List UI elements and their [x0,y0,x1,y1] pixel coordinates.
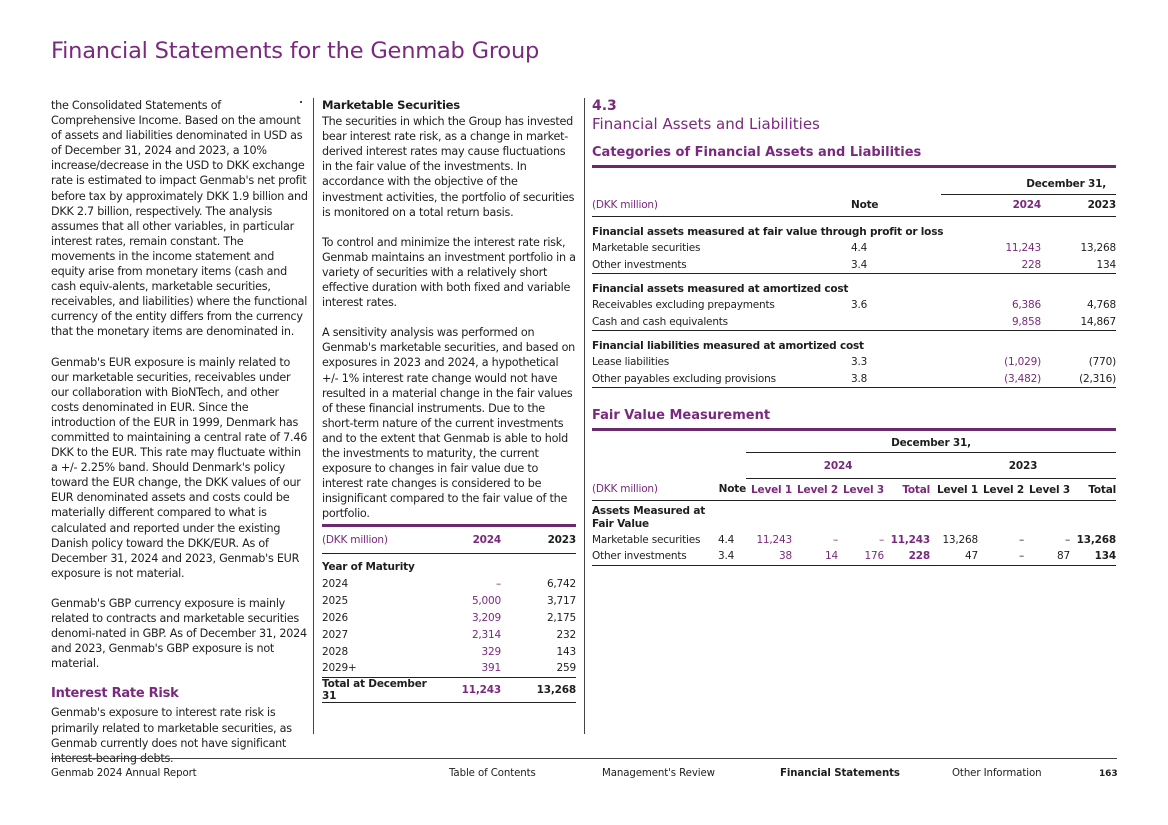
section-row [322,553,576,575]
value-2024-total: 11,243 [890,533,930,546]
footer-rule [51,758,1117,759]
note-header: Note [714,479,746,501]
footer-link-toc[interactable]: Table of Contents [449,768,536,779]
year-2023-header: 2023 [930,453,1116,479]
group-title-row [592,330,1116,354]
row-label: Receivables excluding prepayments [592,299,775,312]
level3-2024-header: Level 3 [838,479,884,501]
value-2023-total: 134 [1070,548,1116,565]
table-row [592,531,1116,548]
level2-2024-header: Level 2 [792,479,838,501]
value-2024-level1: 38 [746,548,792,565]
value-2023: 232 [556,628,576,641]
row-label: Marketable securities [592,242,701,255]
value-2023: 3,717 [546,594,576,607]
december-label: December 31, [941,168,1116,194]
unit-label: (DKK million) [592,479,714,501]
table-row [322,575,576,592]
paragraph-usd-exposure: the Consolidated Statements of Comprehensive Income. Based on the amount of assets and liabilities denominated in USD as of December 31, 2024 and 2023, a 10% increase/decrease in the USD to DKK exchange rate is estimated to impact Genmab's net profit before tax by approximately DKK 1.9 billion and DKK 2.7 billion, respectively. The analysis assumes that all other variables, in particular interest rates, remain constant. The movements in the income statement and equity arise from monetary items (cash and cash equiv-alents, marketable securities, receivables, and liabilities) where the functional currency of the entity differs from the currency that the monetary items are denominated in. [51,99,308,339]
table-row [592,297,1116,314]
value-2023: 14,867 [1041,314,1116,331]
col-2023: 2023 [1041,194,1116,216]
row-label: 2028 [322,645,348,658]
group-title: Financial assets measured at fair value through profit or loss [592,226,944,239]
level2-2023-header: Level 2 [978,479,1024,501]
unit-label: (DKK million) [322,527,431,553]
value-2023: 13,268 [1080,242,1116,255]
row-label: 2029+ [322,662,357,675]
unit-label: (DKK million) [592,194,851,216]
page-title: Financial Statements for the Genmab Group [51,38,540,64]
row-note: 3.8 [851,371,941,388]
column-divider [584,98,585,734]
total-label: Total at December 31 [322,677,431,702]
total-row [322,677,576,702]
value-2024-level1: 11,243 [756,533,792,546]
value-2023-level3: 87 [1024,548,1070,565]
value-2024: 6,386 [1011,299,1041,312]
paragraph-eur-exposure: Genmab's EUR exposure is mainly related to our marketable securities, receivables under our collaboration with BioNTech, and other costs denominated in EUR. Since the introduction of the EUR in 1999, Denmark has committed to maintaining a central rate of 7.46 DKK to the EUR. This rate may fluctuate within a +/- 2.25% band. Should Denmark's policy toward the EUR change, the DKK values of our EUR denominated assets and costs could be materially different compared to what is calculated and reported under the existing Danish policy toward the DKK/EUR. As of December 31, 2024 and 2023, Genmab's EUR exposure is not material. [51,355,308,580]
row-label: Lease liabilities [592,356,670,369]
level1-2024-header: Level 1 [746,479,792,501]
column-1 [51,98,308,781]
group-title-row [592,273,1116,297]
section-title: Financial Assets and Liabilities [592,115,820,133]
value-2024: 391 [481,662,501,675]
value-2023: (770) [1088,356,1116,369]
value-2023: 4,768 [1086,299,1116,312]
column-divider [313,98,314,734]
group-title: Financial assets measured at amortized cost [592,283,849,296]
total-2023-header: Total [1070,479,1116,501]
value-2024: 9,858 [941,314,1041,331]
value-2023: (2,316) [1041,371,1116,388]
row-label: Other payables excluding provisions [592,371,851,388]
col-2023: 2023 [501,527,576,553]
value-2023-level2: – [1018,533,1024,546]
column-header-row [592,194,1116,216]
value-2023-level3: – [1064,533,1070,546]
row-label: Other investments [592,548,714,565]
categories-heading: Categories of Financial Assets and Liabilities [592,145,1116,168]
col-2024: 2024 [431,527,501,553]
page-number: 163 [1099,769,1118,779]
table-row [322,626,576,643]
total-2024: 11,243 [431,677,501,702]
value-2024: – [495,577,501,590]
table-row [322,643,576,660]
year-2024-header: 2024 [746,453,930,479]
row-label: 2024 [322,577,348,590]
group-title-row [592,216,1116,240]
value-2023-total: 13,268 [1076,533,1116,546]
paragraph-interest-rate-risk: Genmab's exposure to interest rate risk is primarily related to marketable securities, as Genmab currently does not have significant interest-bearing debts. [51,706,292,765]
value-2023-level2: – [978,548,1024,565]
value-2024: 5,000 [471,594,501,607]
value-2024-total: 228 [884,548,930,565]
note-header: Note [851,194,941,216]
value-2024: 11,243 [1005,242,1041,255]
row-note: 3.6 [851,299,868,312]
value-2024-level2: 14 [792,548,838,565]
row-note: 3.3 [851,356,868,369]
value-2023: 6,742 [546,577,576,590]
maturity-table [322,524,576,703]
paragraph-sensitivity: A sensitivity analysis was performed on Genmab's marketable securities, and based on exposures in 2023 and 2024, a hypothetical +/- 1% interest rate change would not have resulted in a material change in the fair values of these financial instruments. Due to the short-term nature of the current investments and to the extent that Genmab is able to hold the investments to maturity, the current exposure to changes in fair value due to interest rate changes is considered to be insignificant compared to the fair value of the portfolio. [322,326,576,521]
row-note: 4.4 [718,533,735,546]
fair-value-heading: Fair Value Measurement [592,408,1116,431]
table-row [592,314,1116,331]
value-2024-level2: – [832,533,838,546]
table-row [322,609,576,626]
row-label: Marketable securities [592,533,701,546]
section-number: 4.3 [592,98,617,114]
header-row [592,168,1116,194]
footer-link-financial-statements[interactable]: Financial Statements [780,768,900,779]
value-2023: 259 [556,662,576,675]
footer-link-management-review[interactable]: Management's Review [602,768,715,779]
year-header-row [592,453,1116,479]
col-2024: 2024 [941,194,1041,216]
row-label: Cash and cash equivalents [592,314,851,331]
value-2024: 228 [941,257,1041,274]
value-2023-level1: 13,268 [942,533,978,546]
paragraph-interest-control: To control and minimize the interest rate risk, Genmab maintains an investment portfolio in a variety of securities with a relatively short effective duration with both fixed and variable interest rates. [322,235,576,310]
table-header-row [322,527,576,553]
row-label: 2027 [322,628,348,641]
value-2024-level3: – [878,533,884,546]
total-2023: 13,268 [501,677,576,702]
paragraph-marketable-securities: The securities in which the Group has invested bear interest rate risk, as a change in market-derived interest rates may cause fluctuations in the fair value of the investments. In accordance with the objective of the investment activities, the portfolio of securities is monitored on a total return basis. [322,115,575,219]
row-label: 2026 [322,611,348,624]
column-header-row [592,479,1116,501]
row-label: Other investments [592,257,851,274]
value-2023: 134 [1041,257,1116,274]
group-title: Financial liabilities measured at amortized cost [592,340,864,353]
fair-value-table [592,431,1116,566]
table-row [592,257,1116,274]
table-row [592,371,1116,388]
footer-report-title: Genmab 2024 Annual Report [51,768,197,779]
value-2024: 3,209 [471,611,501,624]
value-2023: 143 [556,645,576,658]
value-2024: (1,029) [1004,356,1041,369]
section-label: Assets Measured at Fair Value [592,505,706,530]
value-2023: 2,175 [546,611,576,624]
paragraph-gbp-exposure: Genmab's GBP currency exposure is mainly related to contracts and marketable securities denomi-nated in GBP. As of December 31, 2024 and 2023, Genmab's GBP exposure is not material. [51,596,307,671]
table-row [592,354,1116,371]
level3-2023-header: Level 3 [1024,479,1070,501]
value-2024-level3: 176 [838,548,884,565]
row-note: 4.4 [851,242,868,255]
level1-2023-header: Level 1 [930,479,978,501]
row-note [851,314,941,331]
column-2 [322,98,576,536]
row-label: 2025 [322,594,348,607]
value-2024: 329 [481,645,501,658]
value-2023-level1: 47 [930,548,978,565]
value-2024: (3,482) [941,371,1041,388]
footer-link-other-information[interactable]: Other Information [952,768,1042,779]
right-column [592,98,1116,566]
heading-interest-rate-risk: Interest Rate Risk [51,686,179,702]
section-row [592,501,1116,532]
total-2024-header: Total [884,479,930,501]
row-note: 3.4 [714,548,746,565]
row-note: 3.4 [851,257,941,274]
table-row [592,240,1116,257]
december-label: December 31, [746,431,1116,453]
table-row [322,592,576,609]
section-label: Year of Maturity [322,561,415,574]
categories-table [592,168,1116,388]
heading-marketable-securities: Marketable Securities [322,98,460,112]
table-row [592,548,1116,565]
value-2024: 2,314 [471,628,501,641]
header-row [592,431,1116,453]
table-row [322,660,576,677]
